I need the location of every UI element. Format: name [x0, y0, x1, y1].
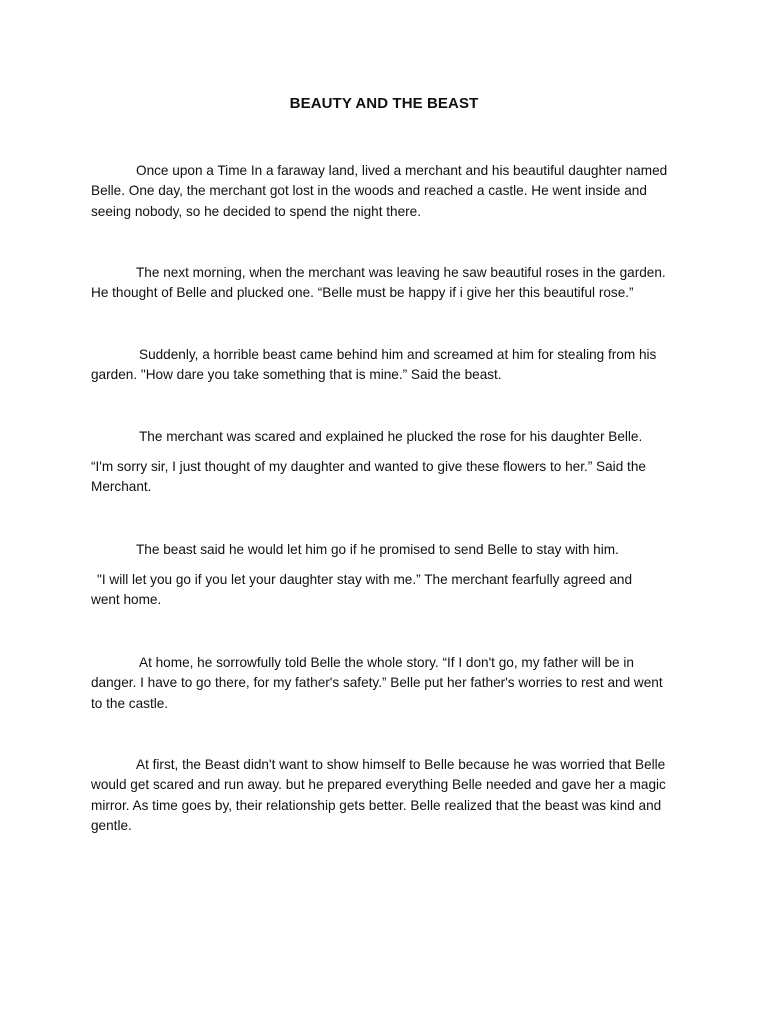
paragraph-line: Belle. One day, the merchant got lost in the woods and reached a castle. He went inside and [91, 183, 647, 199]
paragraph-line: He thought of Belle and plucked one. “Belle must be happy if i give her this beautiful rose.” [91, 285, 634, 301]
paragraph-line: mirror. As time goes by, their relationship gets better. Belle realized that the beast was kind and [91, 797, 662, 813]
paragraph-line: seeing nobody, so he decided to spend the night there. [91, 203, 422, 219]
paragraph-3 [91, 345, 681, 386]
document-title: BEAUTY AND THE BEAST [289, 95, 479, 112]
paragraph-1 [91, 161, 681, 222]
paragraph-line: garden. "How dare you take something that is mine.” Said the beast. [91, 367, 502, 383]
paragraph-5 [91, 457, 681, 498]
paragraph-9 [91, 755, 681, 837]
paragraph-line: The next morning, when the merchant was leaving he saw beautiful roses in the garden. [136, 265, 666, 280]
paragraph-line: Suddenly, a horrible beast came behind him and screamed at him for stealing from his [139, 347, 657, 362]
paragraph-8 [91, 653, 681, 714]
paragraph-line: “I'm sorry sir, I just thought of my daughter and wanted to give these flowers to her.” Said the [91, 459, 646, 474]
paragraph-6 [91, 540, 681, 560]
paragraph-7 [91, 570, 681, 611]
paragraph-line: to the castle. [91, 695, 169, 711]
paragraph-line: The beast said he would let him go if he promised to send Belle to stay with him. [136, 542, 619, 557]
paragraph-line: would get scared and run away. but he prepared everything Belle needed and gave her a magic [91, 777, 666, 793]
paragraph-line: The merchant was scared and explained he plucked the rose for his daughter Belle. [139, 429, 643, 444]
paragraph-line: danger. I have to go there, for my father's safety.” Belle put her father's worries to rest and went [91, 675, 663, 691]
paragraph-line: gentle. [91, 818, 132, 834]
paragraph-line: "I will let you go if you let your daughter stay with me.” The merchant fearfully agreed and [97, 572, 633, 587]
paragraph-line: went home. [91, 592, 162, 608]
paragraph-line: Once upon a Time In a faraway land, lived a merchant and his beautiful daughter named [136, 163, 668, 178]
paragraph-line: At home, he sorrowfully told Belle the whole story. “If I don't go, my father will be in [139, 655, 634, 670]
paragraph-4 [91, 427, 681, 447]
paragraph-2 [91, 263, 681, 304]
paragraph-line: Merchant. [91, 479, 152, 495]
paragraph-line: At first, the Beast didn't want to show himself to Belle because he was worried that Belle [136, 757, 666, 772]
